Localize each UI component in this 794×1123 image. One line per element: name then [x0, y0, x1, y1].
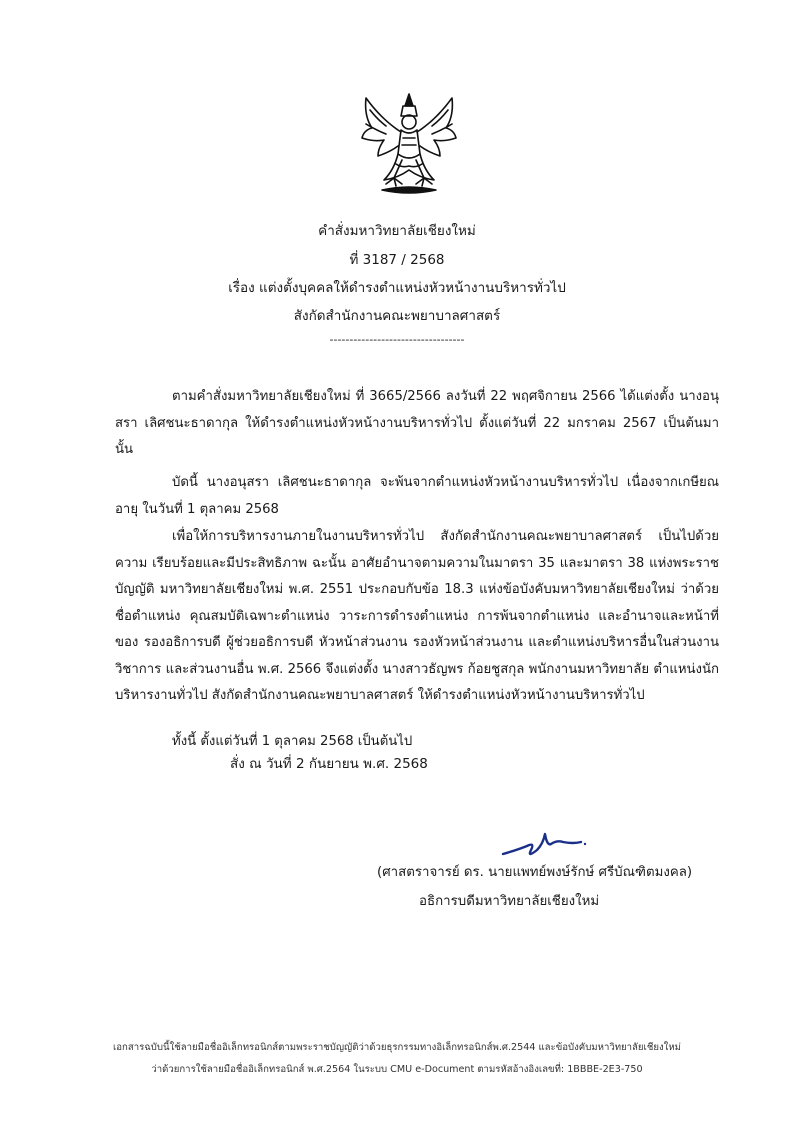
signer-position: อธิการบดีมหาวิทยาลัยเชียงใหม่: [419, 894, 600, 909]
order-date: สั่ง ณ วันที่ 2 กันยายน พ.ศ. 2568: [230, 756, 428, 772]
order-affiliation: สังกัดสำนักงานคณะพยาบาลศาสตร์: [293, 308, 501, 324]
body-paragraph-3: เพื่อให้การบริหารงานภายในงานบริหารทั่วไป สังกัดสำนักงานคณะพยาบาลศาสตร์ เป็นไปด้วยความ เรียบร้อยและมีประสิทธิภาพ ฉะนั้น อาศัยอำนาจตามความในมาตรา 35 และมาตรา 38 แห่งพระราชบัญญัติ มหาวิทยาลัยเชียงใหม่ พ.ศ. 2551 ประกอบกับข้อ 18.3 แห่งข้อบังคับมหาวิทยาลัยเชียงใหม่ ว่าด้วยชื่อตำแหน่ง คุณสมบัติเฉพาะตำแหน่ง วาระการดำรงตำแหน่ง การพ้นจากตำแหน่ง และอำนาจและหน้าที่ของ รองอธิการบดี ผู้ช่วยอธิการบดี หัวหน้าส่วนงาน รองหัวหน้าส่วนงาน และตำแหน่งบริหารอื่นในส่วนงานวิชาการ และส่วนงานอื่น พ.ศ. 2566 จึงแต่งตั้ง นางสาวธัญพร ก้อยชูสกุล พนักงานมหาวิทยาลัย ตำแหน่งนักบริหารงานทั่วไป สังกัดสำนักงานคณะพยาบาลศาสตร์ ให้ดำรงตำแหน่งหัวหน้างานบริหารทั่วไป: [115, 529, 719, 704]
body-paragraph-4: ทั้งนี้ ตั้งแต่วันที่ 1 ตุลาคม 2568 เป็นต้นไป: [172, 734, 413, 750]
body-paragraph-2: บัดนี้ นางอนุสรา เลิศชนะธาดากุล จะพ้นจากตำแหน่งหัวหน้างานบริหารทั่วไป เนื่องจากเกษียณอายุ ในวันที่ 1 ตุลาคม 2568: [115, 475, 719, 517]
signer-name: (ศาสตราจารย์ ดร. นายแพทย์พงษ์รักษ์ ศรีบัณฑิตมงคล): [377, 865, 693, 880]
garuda-emblem-icon: [356, 90, 462, 198]
body-paragraph-1: ตามคำสั่งมหาวิทยาลัยเชียงใหม่ ที่ 3665/2566 ลงวันที่ 22 พฤศจิกายน 2566 ได้แต่งตั้ง นางอนุสรา เลิศชนะธาดากุล ให้ดำรงตำแหน่งหัวหน้างานบริหารทั่วไป ตั้งแต่วันที่ 22 มกราคม 2567 เป็นต้นมา นั้น: [115, 389, 719, 458]
footer-line-2: ว่าด้วยการใช้ลายมือชื่ออิเล็กทรอนิกส์ พ.ศ.2564 ในระบบ CMU e-Document ตามรหัสอ้างอิงเลขที่: 1BBBE-2E3-750: [151, 1064, 643, 1075]
header-separator: ----------------------------------: [329, 333, 465, 346]
order-title: คำสั่งมหาวิทยาลัยเชียงใหม่: [318, 223, 476, 239]
handwritten-signature-icon: [497, 820, 589, 862]
footer-line-1: เอกสารฉบับนี้ใช้ลายมือชื่ออิเล็กทรอนิกส์ตามพระราชบัญญัติว่าด้วยธุรกรรมทางอิเล็กทรอนิกส์พ.ศ.2544 และข้อบังคับมหาวิทยาลัยเชียงใหม่: [113, 1042, 681, 1053]
order-subject: เรื่อง แต่งตั้งบุคคลให้ดำรงตำแหน่งหัวหน้างานบริหารทั่วไป: [228, 280, 566, 296]
order-number: ที่ 3187 / 2568: [349, 252, 445, 268]
